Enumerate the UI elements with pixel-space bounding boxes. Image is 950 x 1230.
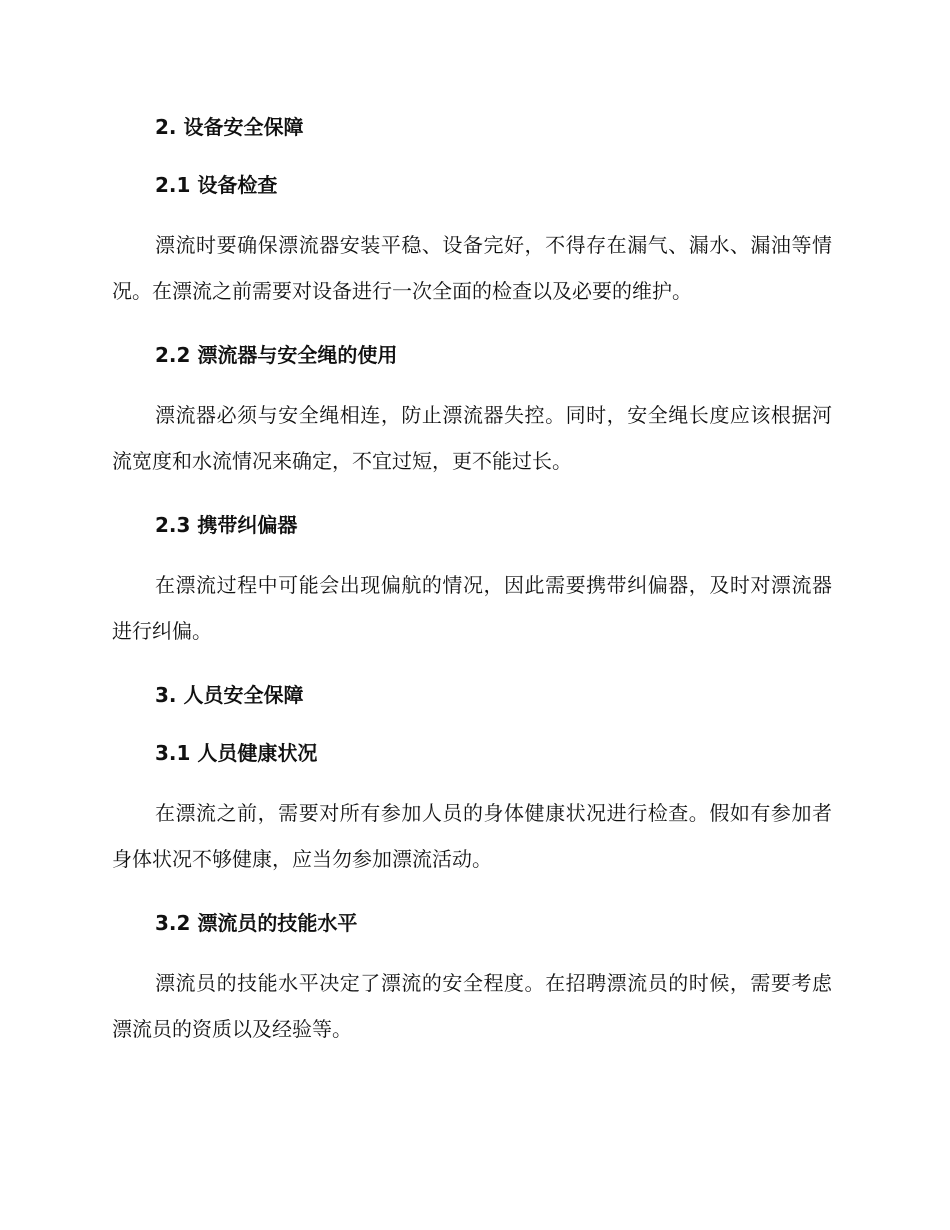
section-heading-3-2: 3.2 漂流员的技能水平 xyxy=(155,911,358,935)
paragraph-3-1: 在漂流之前，需要对所有参加人员的身体健康状况进行检查。假如有参加者身体状况不够健康，应当勿参加漂流活动。 xyxy=(112,801,832,871)
paragraph-2-1: 漂流时要确保漂流器安装平稳、设备完好，不得存在漏气、漏水、漏油等情况。在漂流之前需要对设备进行一次全面的检查以及必要的维护。 xyxy=(112,233,832,303)
section-heading-2-2: 2.2 漂流器与安全绳的使用 xyxy=(155,343,398,367)
section-heading-3: 3. 人员安全保障 xyxy=(155,683,304,707)
section-heading-2: 2. 设备安全保障 xyxy=(155,115,304,139)
paragraph-2-3: 在漂流过程中可能会出现偏航的情况，因此需要携带纠偏器，及时对漂流器进行纠偏。 xyxy=(112,573,832,643)
section-heading-3-1: 3.1 人员健康状况 xyxy=(155,741,318,765)
document-page xyxy=(112,112,832,1052)
paragraph-2-2: 漂流器必须与安全绳相连，防止漂流器失控。同时，安全绳长度应该根据河流宽度和水流情况来确定，不宜过短，更不能过长。 xyxy=(112,403,832,473)
section-heading-2-1: 2.1 设备检查 xyxy=(155,173,278,197)
section-heading-2-3: 2.3 携带纠偏器 xyxy=(155,513,298,537)
paragraph-3-2: 漂流员的技能水平决定了漂流的安全程度。在招聘漂流员的时候，需要考虑漂流员的资质以及经验等。 xyxy=(112,971,832,1041)
